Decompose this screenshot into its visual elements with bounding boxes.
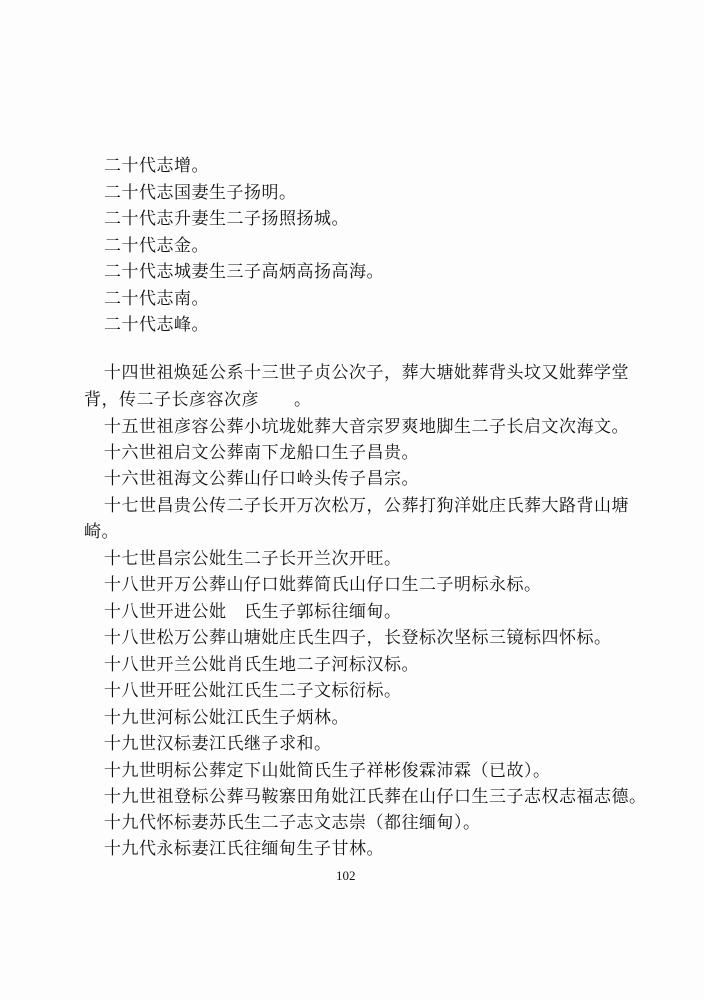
text-line-continuation: 崎。 bbox=[84, 522, 119, 542]
text-line: 十九代永标妻江氏往缅甸生子甘林。 bbox=[104, 839, 384, 859]
text-line: 十七世昌贵公传二子长开万次松万，公葬打狗洋妣庄氏葬大路背山塘 bbox=[104, 496, 629, 516]
text-line: 二十代志国妻生子扬明。 bbox=[104, 183, 297, 203]
text-line-continuation: 背，传二子长彦容次彦 。 bbox=[84, 390, 312, 410]
text-line: 十九世河标公妣江氏生子炳林。 bbox=[104, 708, 349, 728]
text-line: 十八世开旺公妣江氏生二子文标衍标。 bbox=[104, 681, 402, 701]
text-line: 十九世明标公葬定下山妣简氏生子祥彬俊霖沛霖（已故）。 bbox=[104, 761, 551, 781]
text-line: 十八世开进公妣 氏生子郭标往缅甸。 bbox=[104, 602, 402, 622]
text-line: 二十代志城妻生三子高炳高扬高海。 bbox=[104, 262, 384, 282]
text-line: 十四世祖焕延公系十三世子贞公次子，葬大塘妣葬背头坟又妣葬学堂 bbox=[104, 363, 629, 383]
text-line: 二十代志南。 bbox=[104, 289, 209, 309]
text-line: 十七世昌宗公妣生二子长开兰次开旺。 bbox=[104, 549, 402, 569]
text-line: 十六世祖启文公葬南下龙船口生子昌贵。 bbox=[104, 443, 419, 463]
text-line: 二十代志金。 bbox=[104, 236, 209, 256]
text-line: 二十代志峰。 bbox=[104, 315, 209, 335]
text-line: 十九世汉标妻江氏继子求和。 bbox=[104, 734, 332, 754]
text-line: 二十代志增。 bbox=[104, 156, 209, 176]
page-number: 102 bbox=[336, 868, 356, 883]
text-line: 十九世祖登标公葬马鞍寨田角妣江氏葬在山仔口生三子志权志福志德。 bbox=[104, 787, 647, 807]
text-line: 十五世祖彦容公葬小坑垅妣葬大音宗罗爽地脚生二子长启文次海文。 bbox=[104, 417, 629, 437]
text-line: 十八世开万公葬山仔口妣葬简氏山仔口生二子明标永标。 bbox=[104, 575, 542, 595]
text-line: 十六世祖海文公葬山仔口岭头传子昌宗。 bbox=[104, 469, 419, 489]
text-line: 十九代怀标妻苏氏生二子志文志崇（都往缅甸）。 bbox=[104, 813, 481, 833]
text-line: 二十代志升妻生二子扬照扬城。 bbox=[104, 209, 349, 229]
text-line: 十八世松万公葬山塘妣庄氏生四子，长登标次坚标三镜标四怀标。 bbox=[104, 628, 612, 648]
text-line: 十八世开兰公妣肖氏生地二子河标汉标。 bbox=[104, 655, 419, 675]
